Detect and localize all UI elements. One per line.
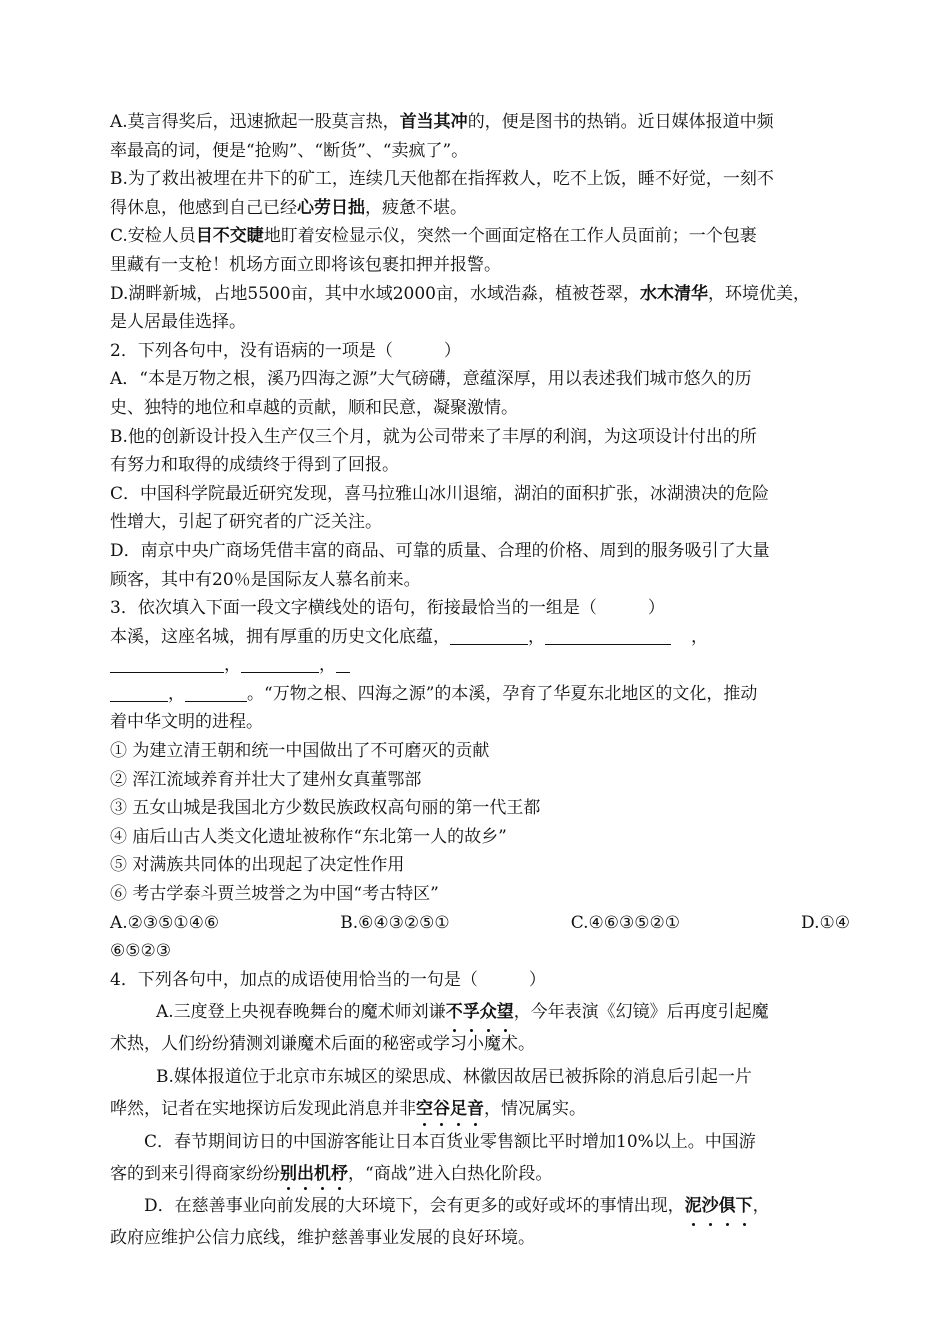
dotted-char: 不 [446, 994, 463, 1030]
dotted-char: 足 [450, 1095, 467, 1124]
q2-option-c-line1: C．中国科学院最近研究发现，喜马拉雅山冰川退缩，湖泊的面积扩张，冰湖溃决的危险 [110, 483, 770, 504]
q2-option-b-line2: 有努力和取得的成绩终于得到了回报。 [110, 455, 399, 476]
q4-stem: 4．下列各句中，加点的成语使用恰当的一句是（ ） [110, 969, 546, 990]
q2-option-d-line2: 顾客，其中有20％是国际友人慕名前来。 [110, 569, 421, 590]
q1-option-d-line1: D.湖畔新城，占地5500亩，其中水域2000亩，水域浩淼，植被苍翠，水木清华，环境优美， [110, 283, 810, 304]
q3-item: ② 浑江流域养育并壮大了建州女真董鄂部 [110, 769, 422, 790]
idiom-bold: 心劳日拙 [297, 197, 365, 218]
q4-option-c-line1: C．春节期间访日的中国游客能让日本百货业零售额比平时增加10%以上。中国游 [144, 1131, 756, 1152]
fill-blank-7 [185, 683, 247, 702]
q1-option-b-line1: B.为了救出被埋在井下的矿工，连续几天他都在指挥救人，吃不上饭，睡不好觉，一刻不 [110, 169, 774, 190]
q1-option-a-line1: A.莫言得奖后，迅速掀起一股莫言热，首当其冲的，便是图书的热销。近日媒体报道中频 [110, 112, 774, 132]
idiom-dotted [280, 1164, 348, 1184]
q3-option-b: B.⑥④③②⑤① [340, 912, 450, 933]
q4-option-a-line2: 术热，人们纷纷猜测刘谦魔术后面的秘密或学习小魔术。 [110, 1034, 535, 1055]
q1-option-c-line2: 里藏有一支枪！机场方面立即将该包裹扣押并报警。 [110, 254, 501, 275]
dotted-char: 杼 [331, 1160, 348, 1189]
q3-item: ⑤ 对满族共同体的出现起了决定性作用 [110, 855, 405, 876]
q2-option-b-line1: B.他的创新设计投入生产仅三个月，就为公司带来了丰厚的利润，为这项设计付出的所 [110, 426, 757, 447]
q3-option-c: C.④⑥③⑤②① [570, 912, 680, 933]
q3-item: ③ 五女山城是我国北方少数民族政权高句丽的第一代王都 [110, 798, 541, 819]
dotted-char: 下 [736, 1188, 753, 1224]
dotted-char: 空 [416, 1095, 433, 1124]
idiom-bold: 水木清华 [639, 283, 708, 304]
q3-option-d-continued: ⑥⑤②③ [110, 941, 171, 962]
q4-option-d-line1: D．在慈善事业向前发展的大环境下，会有更多的或好或坏的事情出现，泥沙俱下， [110, 1188, 850, 1224]
q3-stem: 3．依次填入下面一段文字横线处的语句，衔接最恰当的一组是（ ） [110, 598, 665, 619]
dotted-char: 别 [280, 1160, 297, 1189]
q4-option-b-line2: 哗然，记者在实地探访后发现此消息并非空谷足音，情况属实。 [110, 1095, 850, 1124]
dotted-char: 望 [497, 994, 514, 1030]
dotted-char: 沙 [702, 1188, 719, 1224]
q3-passage-line4: 着中华文明的进程。 [110, 712, 263, 733]
dotted-char: 音 [467, 1095, 484, 1124]
idiom-bold: 目不交睫 [195, 226, 264, 247]
idiom-dotted [416, 1099, 484, 1119]
document-page [110, 108, 850, 1253]
idiom-dotted [446, 1002, 514, 1022]
fill-blank-1 [450, 626, 528, 645]
q3-option-d: D.①④ [801, 912, 850, 933]
dotted-char: 出 [297, 1160, 314, 1189]
q2-stem: 2．下列各句中，没有语病的一项是（ ） [110, 340, 461, 361]
q4-option-b-line1: B.媒体报道位于北京市东城区的梁思成、林徽因故居已被拆除的消息后引起一片 [156, 1067, 752, 1087]
q1-option-c-line1: C.安检人员目不交睫地盯着安检显示仪，突然一个画面定格在工作人员面前；一个包裹 [110, 226, 757, 247]
fill-blank-6 [110, 683, 168, 702]
dotted-char: 俱 [719, 1188, 736, 1224]
idiom-bold: 首当其冲 [399, 112, 468, 132]
q2-option-a-line2: 史、独特的地位和卓越的贡献，顺和民意，凝聚激情。 [110, 397, 518, 418]
dotted-char: 谷 [433, 1095, 450, 1124]
fill-blank-3 [110, 654, 224, 673]
q4-option-d-line2: 政府应维护公信力底线，维护慈善事业发展的良好环境。 [110, 1228, 535, 1249]
fill-blank-5 [336, 654, 350, 673]
q3-option-a: A.②③⑤①④⑥ [110, 912, 220, 933]
idiom-dotted [685, 1196, 753, 1216]
dotted-char: 众 [480, 994, 497, 1030]
q4-option-c-line2: 客的到来引得商家纷纷别出机杼，“商战”进入白热化阶段。 [110, 1160, 850, 1189]
dotted-char: 机 [314, 1160, 331, 1189]
q1-option-b-line2: 得休息，他感到自己已经心劳日拙，疲惫不堪。 [110, 197, 467, 218]
q2-option-d-line1: D．南京中央广商场凭借丰富的商品、可靠的质量、合理的价格、周到的服务吸引了大量 [110, 540, 770, 561]
q2-option-a-line1: A．“本是万物之根，溪乃四海之源”大气磅礴，意蕴深厚，用以表述我们城市悠久的历 [110, 369, 752, 390]
q3-item: ① 为建立清王朝和统一中国做出了不可磨灭的贡献 [110, 741, 490, 762]
fill-blank-4 [241, 654, 319, 673]
q4-option-a-line1: A.三度登上央视春晚舞台的魔术师刘谦不孚众望，今年表演《幻镜》后再度引起魔 [110, 994, 850, 1030]
q3-item: ④ 庙后山古人类文化遗址被称作“东北第一人的故乡” [110, 826, 507, 847]
q3-item: ⑥ 考古学泰斗贾兰坡誉之为中国“考古特区” [110, 884, 439, 905]
q1-option-d-line2: 是人居最佳选择。 [110, 312, 246, 333]
q3-passage-line1: 本溪，这座名城，拥有厚重的历史文化底蕴， ， ， [110, 626, 708, 647]
q3-options-row [110, 909, 850, 938]
dotted-char: 泥 [685, 1188, 702, 1224]
q3-passage-line2: ， ， [110, 651, 850, 680]
q2-option-c-line2: 性增大，引起了研究者的广泛关注。 [110, 512, 382, 533]
q3-passage-line3: ， 。“万物之根、四海之源”的本溪，孕育了华夏东北地区的文化，推动 [110, 680, 850, 709]
fill-blank-2 [545, 626, 671, 645]
dotted-char: 孚 [463, 994, 480, 1030]
q1-option-a-line2: 率最高的词，便是“抢购”、“断货”、“卖疯了”。 [110, 140, 469, 161]
